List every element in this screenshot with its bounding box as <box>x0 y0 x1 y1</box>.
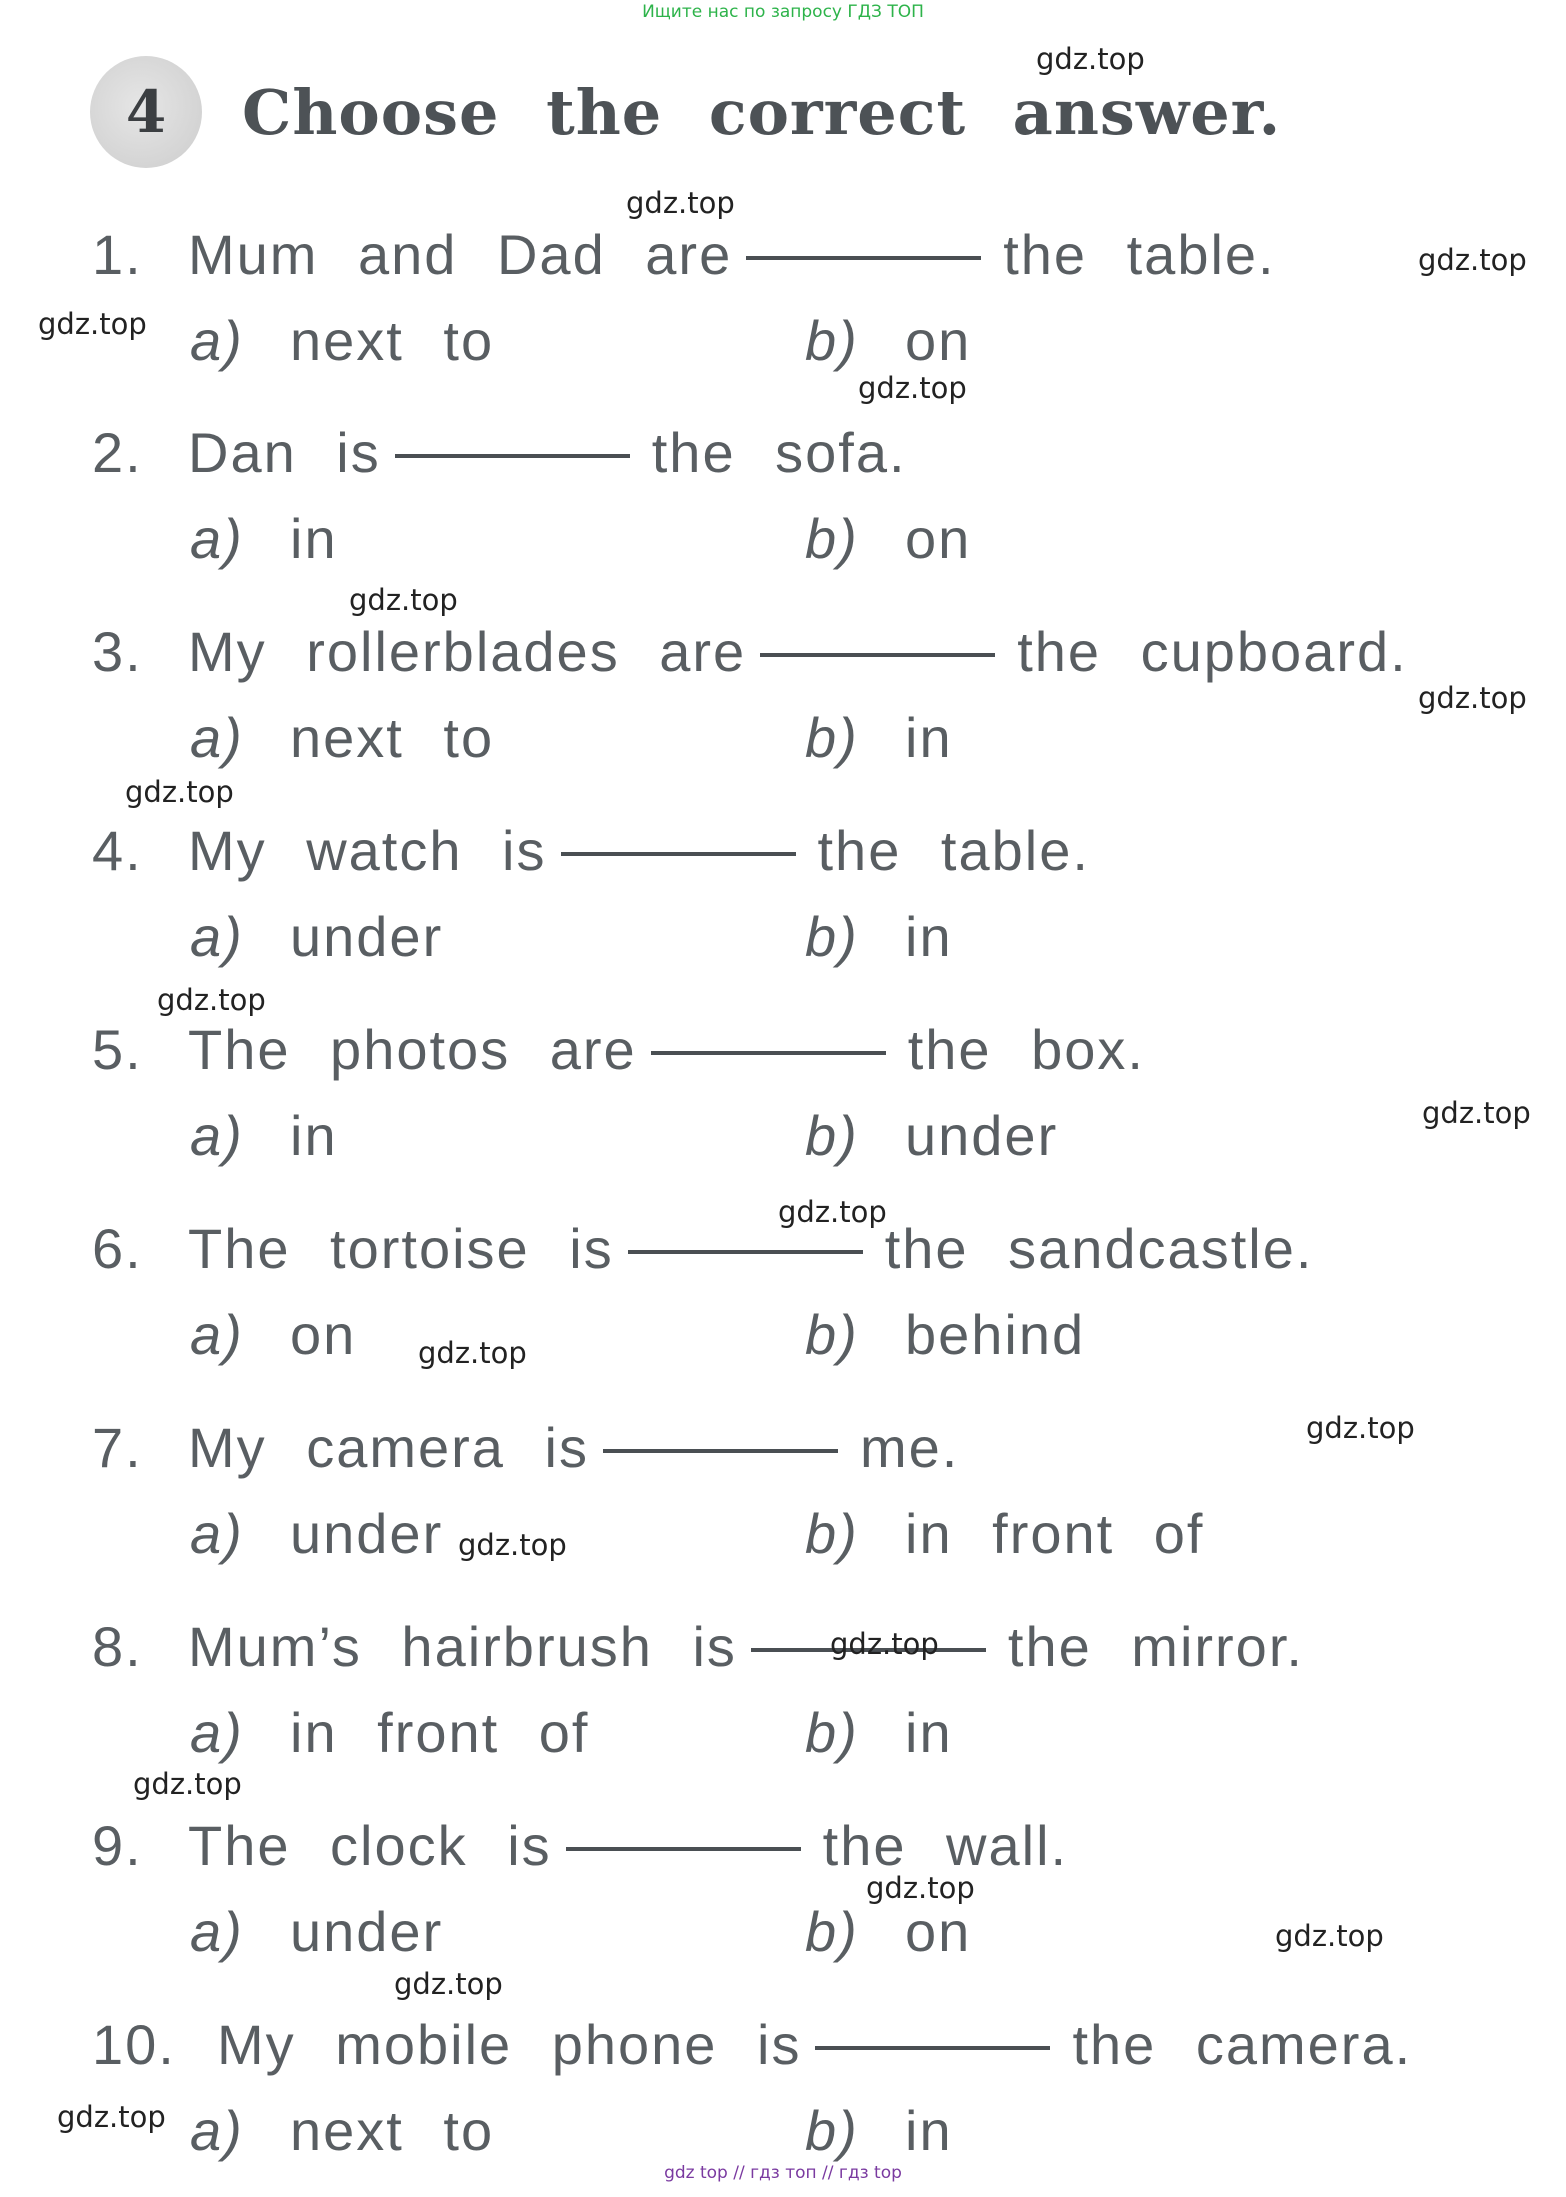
watermark: gdz.top <box>418 1336 527 1370</box>
answer-blank[interactable] <box>815 2042 1050 2050</box>
question-text-before: My watch is <box>188 819 547 882</box>
watermark: gdz.top <box>858 371 967 405</box>
question-text-before: The clock is <box>188 1814 552 1877</box>
answer-blank[interactable] <box>628 1246 863 1254</box>
option-a-text: under <box>290 1502 444 1565</box>
option-b[interactable] <box>805 2098 953 2163</box>
option-a-text: in <box>290 507 338 570</box>
question-text-after: the mirror. <box>1007 1615 1304 1678</box>
option-b[interactable] <box>805 1103 1058 1168</box>
question-number: 6. <box>92 1217 143 1280</box>
option-b-text: in <box>905 2099 953 2162</box>
option-letter-b: b) <box>805 1104 859 1167</box>
question-text-before: The photos are <box>188 1018 637 1081</box>
option-letter-b: b) <box>805 905 859 968</box>
question-number: 8. <box>92 1615 143 1678</box>
option-a-text: under <box>290 905 444 968</box>
watermark: gdz.top <box>133 1767 242 1801</box>
answer-blank[interactable] <box>746 252 981 260</box>
watermark: gdz.top <box>1036 42 1145 76</box>
question-sentence <box>92 1415 959 1480</box>
option-b-text: in <box>905 905 953 968</box>
option-b[interactable] <box>805 1501 1204 1566</box>
option-b-text: on <box>905 1900 972 1963</box>
question-text-after: the wall. <box>822 1814 1069 1877</box>
option-letter-b: b) <box>805 507 859 570</box>
option-b[interactable] <box>805 308 971 373</box>
question-sentence <box>92 818 1090 883</box>
option-letter-b: b) <box>805 1701 859 1764</box>
option-a[interactable] <box>190 1302 356 1367</box>
answer-blank[interactable] <box>561 848 796 856</box>
answer-blank[interactable] <box>651 1047 886 1055</box>
option-letter-a: a) <box>190 507 244 570</box>
option-letter-a: a) <box>190 1502 244 1565</box>
question-text-before: My camera is <box>188 1416 589 1479</box>
option-a-text: next to <box>290 706 495 769</box>
option-b[interactable] <box>805 1899 971 1964</box>
option-a-text: next to <box>290 2099 495 2162</box>
question-text-after: the cupboard. <box>1017 620 1408 683</box>
option-letter-b: b) <box>805 1303 859 1366</box>
watermark: gdz.top <box>57 2100 166 2134</box>
answer-blank[interactable] <box>603 1445 838 1453</box>
watermark: gdz.top <box>830 1627 939 1661</box>
watermark: gdz.top <box>1422 1096 1531 1130</box>
watermark: gdz.top <box>1418 681 1527 715</box>
option-letter-a: a) <box>190 1900 244 1963</box>
option-letter-a: a) <box>190 1701 244 1764</box>
question-number: 9. <box>92 1814 143 1877</box>
option-b-text: on <box>905 309 972 372</box>
option-letter-a: a) <box>190 1104 244 1167</box>
option-letter-b: b) <box>805 309 859 372</box>
option-a[interactable] <box>190 2098 494 2163</box>
option-letter-a: a) <box>190 2099 244 2162</box>
exercise-number-badge: 4 <box>90 56 202 168</box>
question-text-after: the sandcastle. <box>884 1217 1314 1280</box>
option-a[interactable] <box>190 705 494 770</box>
option-a[interactable] <box>190 1700 589 1765</box>
watermark: gdz.top <box>394 1967 503 2001</box>
option-b[interactable] <box>805 1302 1085 1367</box>
answer-blank[interactable] <box>566 1843 801 1851</box>
question-text-before: Mum and Dad are <box>188 223 733 286</box>
question-text-before: Mum’s hairbrush is <box>188 1615 737 1678</box>
question-text-after: the sofa. <box>651 421 907 484</box>
question-text-after: the table. <box>1003 223 1276 286</box>
option-a-text: under <box>290 1900 444 1963</box>
watermark: gdz.top <box>866 1871 975 1905</box>
option-letter-b: b) <box>805 1502 859 1565</box>
watermark: gdz.top <box>626 186 735 220</box>
option-a[interactable] <box>190 506 338 571</box>
question-sentence <box>92 222 1276 287</box>
question-sentence <box>92 1614 1304 1679</box>
option-a-text: on <box>290 1303 357 1366</box>
option-a-text: in <box>290 1104 338 1167</box>
option-b[interactable] <box>805 506 971 571</box>
question-sentence <box>92 1813 1068 1878</box>
option-letter-b: b) <box>805 2099 859 2162</box>
option-b-text: in <box>905 706 953 769</box>
option-a[interactable] <box>190 1103 338 1168</box>
question-number: 3. <box>92 620 143 683</box>
question-text-before: My mobile phone is <box>217 2013 802 2076</box>
watermark: gdz.top <box>458 1528 567 1562</box>
question-sentence <box>92 1017 1145 1082</box>
option-letter-a: a) <box>190 1303 244 1366</box>
watermark: gdz.top <box>349 583 458 617</box>
option-a[interactable] <box>190 308 494 373</box>
option-a-text: in front of <box>290 1701 590 1764</box>
option-a-text: next to <box>290 309 495 372</box>
option-b-text: in front of <box>905 1502 1205 1565</box>
option-a[interactable] <box>190 1899 443 1964</box>
watermark: gdz.top <box>1275 1919 1384 1953</box>
question-sentence <box>92 2012 1412 2077</box>
option-b-text: behind <box>905 1303 1086 1366</box>
question-number: 2. <box>92 421 143 484</box>
answer-blank[interactable] <box>760 649 995 657</box>
question-sentence <box>92 619 1408 684</box>
option-a[interactable] <box>190 1501 443 1566</box>
option-b-text: in <box>905 1701 953 1764</box>
top-banner[interactable]: Ищите нас по запросу ГДЗ ТОП <box>642 2 924 22</box>
question-number: 10. <box>92 2013 176 2076</box>
question-number: 4. <box>92 819 143 882</box>
question-text-before: My rollerblades are <box>188 620 747 683</box>
question-text-before: The tortoise is <box>188 1217 614 1280</box>
question-number: 5. <box>92 1018 143 1081</box>
question-text-after: the table. <box>817 819 1090 882</box>
question-sentence <box>92 1216 1313 1281</box>
question-text-after: the camera. <box>1072 2013 1413 2076</box>
footer-links[interactable]: gdz top // гдз топ // гдз top <box>664 2163 902 2183</box>
question-number: 1. <box>92 223 143 286</box>
option-b[interactable] <box>805 705 953 770</box>
watermark: gdz.top <box>1306 1411 1415 1445</box>
option-letter-a: a) <box>190 905 244 968</box>
option-letter-a: a) <box>190 706 244 769</box>
option-b-text: on <box>905 507 972 570</box>
option-a[interactable] <box>190 904 443 969</box>
option-letter-b: b) <box>805 706 859 769</box>
exercise-title: Choose the correct answer. <box>242 76 1282 149</box>
option-b[interactable] <box>805 1700 953 1765</box>
question-text-after: the box. <box>907 1018 1145 1081</box>
watermark: gdz.top <box>38 307 147 341</box>
question-number: 7. <box>92 1416 143 1479</box>
watermark: gdz.top <box>1418 243 1527 277</box>
watermark: gdz.top <box>125 775 234 809</box>
option-b[interactable] <box>805 904 953 969</box>
watermark: gdz.top <box>157 983 266 1017</box>
question-text-after: me. <box>859 1416 960 1479</box>
option-letter-b: b) <box>805 1900 859 1963</box>
option-b-text: under <box>905 1104 1059 1167</box>
watermark: gdz.top <box>778 1195 887 1229</box>
question-text-before: Dan is <box>188 421 381 484</box>
answer-blank[interactable] <box>395 450 630 458</box>
question-sentence <box>92 420 907 485</box>
option-letter-a: a) <box>190 309 244 372</box>
